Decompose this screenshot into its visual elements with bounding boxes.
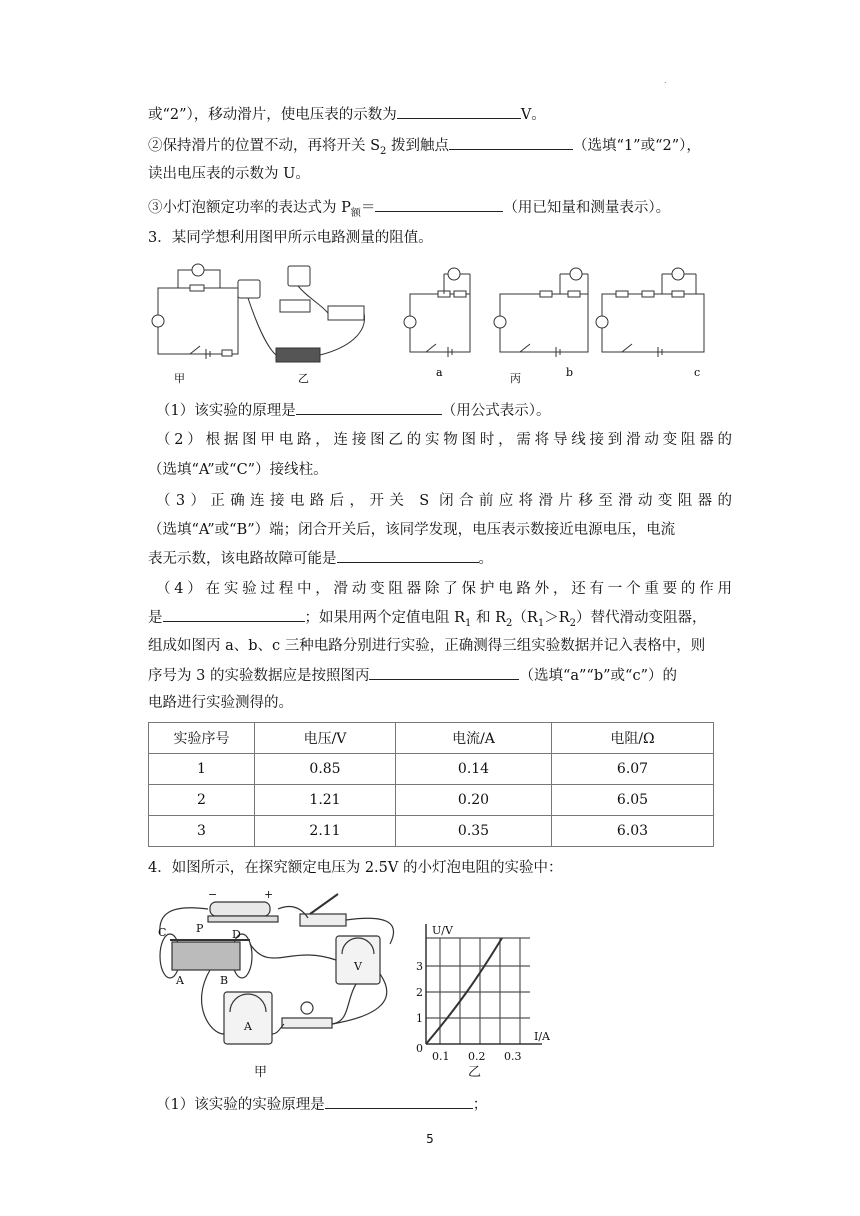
graph-ytick: 3 <box>416 960 423 973</box>
table-row <box>149 754 714 785</box>
q4-title: 4．如图所示，在探究额定电压为 2.5V 的小灯泡电阻的实验中： <box>148 860 563 876</box>
q3-p2b: （选填“A”或“C”）接线柱。 <box>148 462 328 478</box>
graph-xtick: 0.1 <box>432 1050 450 1063</box>
svg-text:D: D <box>232 928 241 941</box>
svg-text:A: A <box>244 1020 252 1033</box>
q3-p4c: 组成如图丙 a、b、c 三种电路分别进行实验，正确测得三组实验数据并记入表格中，则 <box>148 638 706 654</box>
graph-xtick: 0.2 <box>468 1050 486 1063</box>
circuit-jia-loop <box>158 288 238 354</box>
top-dot: . <box>664 76 667 85</box>
q3-p3c: 表无示数，该电路故障可能是 。 <box>148 546 732 571</box>
table-cell: 2 <box>149 785 255 816</box>
table-header: 电流/A <box>396 723 552 754</box>
q2-line1: 或“2”），移动滑片，使电压表的示数为 V。 <box>148 102 732 127</box>
graph-ytick: 1 <box>416 1012 423 1025</box>
label-yi: 乙 <box>468 1065 482 1080</box>
graph-origin: 0 <box>416 1042 423 1055</box>
q3-p4b: 是 ；如果用两个定值电阻 $R_1$ 和 $R_2(R_1>R_2)$替代滑动变阻器， <box>148 605 732 636</box>
q2-line2: ②保持滑片的位置不动，再将开关 $S_2$ 拨到触点 （选填“1”或“2”）， <box>148 133 732 164</box>
table-cell: 0.35 <box>396 816 552 847</box>
label-a: a <box>436 366 443 379</box>
answer-blank[interactable] <box>375 195 503 212</box>
table-cell: 1.21 <box>255 785 396 816</box>
answer-blank[interactable] <box>449 133 573 150</box>
q2-line4: ③小灯泡额定功率的表达式为 $P_额=$ （用已知量和测量表示）。 <box>148 195 732 226</box>
q2-line3: 读出电压表的示数为 U。 <box>148 166 310 182</box>
label-jia: 甲 <box>174 372 185 385</box>
answer-blank[interactable] <box>296 398 442 415</box>
q3-p4a: （4）在实验过程中，滑动变阻器除了保护电路外，还有一个重要的作用 <box>156 581 732 597</box>
q3-p1: （1）该实验的原理是 （用公式表示）。 <box>156 398 732 423</box>
table-cell: 3 <box>149 816 255 847</box>
svg-text:V: V <box>354 960 362 973</box>
table-header-row <box>149 723 714 754</box>
label-jia: 甲 <box>254 1065 268 1080</box>
q3-p2a: （2）根据图甲电路，连接图乙的实物图时，需将导线接到滑动变阻器的 <box>156 432 732 448</box>
table-header: 实验序号 <box>149 723 255 754</box>
q3-p3b: （选填“A”或“B”）端；闭合开关后，该同学发现，电压表示数接近电源电压，电流 <box>148 522 676 538</box>
q3-p4e: 电路进行实验测得的。 <box>148 695 293 711</box>
table-cell: 6.03 <box>552 816 714 847</box>
svg-text:A: A <box>176 974 184 987</box>
answer-blank[interactable] <box>369 663 519 680</box>
svg-text:−: − <box>208 888 218 901</box>
table-header: 电压/V <box>255 723 396 754</box>
table-row <box>149 816 714 847</box>
answer-blank[interactable] <box>325 1092 473 1109</box>
table-cell: 0.20 <box>396 785 552 816</box>
table-row <box>149 785 714 816</box>
svg-text:C: C <box>158 926 167 939</box>
table-cell: 6.07 <box>552 754 714 785</box>
label-bing: 丙 <box>510 372 521 385</box>
label-b: b <box>566 366 574 379</box>
graph-xlabel: I/A <box>534 1030 550 1043</box>
svg-text:P: P <box>196 922 204 935</box>
q4-figure <box>150 884 550 1084</box>
page-number: 5 <box>426 1132 434 1146</box>
answer-blank[interactable] <box>337 546 479 563</box>
graph-xtick: 0.3 <box>504 1050 522 1063</box>
answer-blank[interactable] <box>397 102 521 119</box>
q3-title: 3．某同学想利用图甲所示电路测量的阻值。 <box>148 230 433 246</box>
label-c: c <box>694 366 701 379</box>
svg-text:+: + <box>264 888 274 901</box>
label-yi: 乙 <box>298 372 309 385</box>
data-table <box>148 722 714 847</box>
q3-p3a: （3）正确连接电路后，开关 S 闭合前应将滑片移至滑动变阻器的 <box>156 493 732 509</box>
table-cell: 0.14 <box>396 754 552 785</box>
ui-curve <box>426 938 502 1044</box>
q4-p1: （1）该实验的实验原理是 ； <box>156 1092 732 1117</box>
table-cell: 0.85 <box>255 754 396 785</box>
answer-blank[interactable] <box>163 605 305 622</box>
q3-circuit-figure <box>148 258 718 388</box>
graph-grid <box>426 938 530 1044</box>
svg-text:B: B <box>220 974 229 987</box>
graph-ylabel: U/V <box>432 924 453 937</box>
table-cell: 6.05 <box>552 785 714 816</box>
q3-p4d: 序号为 3 的实验数据应是按照图丙 （选填“a”“b”或“c”）的 <box>148 663 732 688</box>
table-cell: 1 <box>149 754 255 785</box>
table-header: 电阻/Ω <box>552 723 714 754</box>
graph-ytick: 2 <box>416 986 423 999</box>
table-cell: 2.11 <box>255 816 396 847</box>
